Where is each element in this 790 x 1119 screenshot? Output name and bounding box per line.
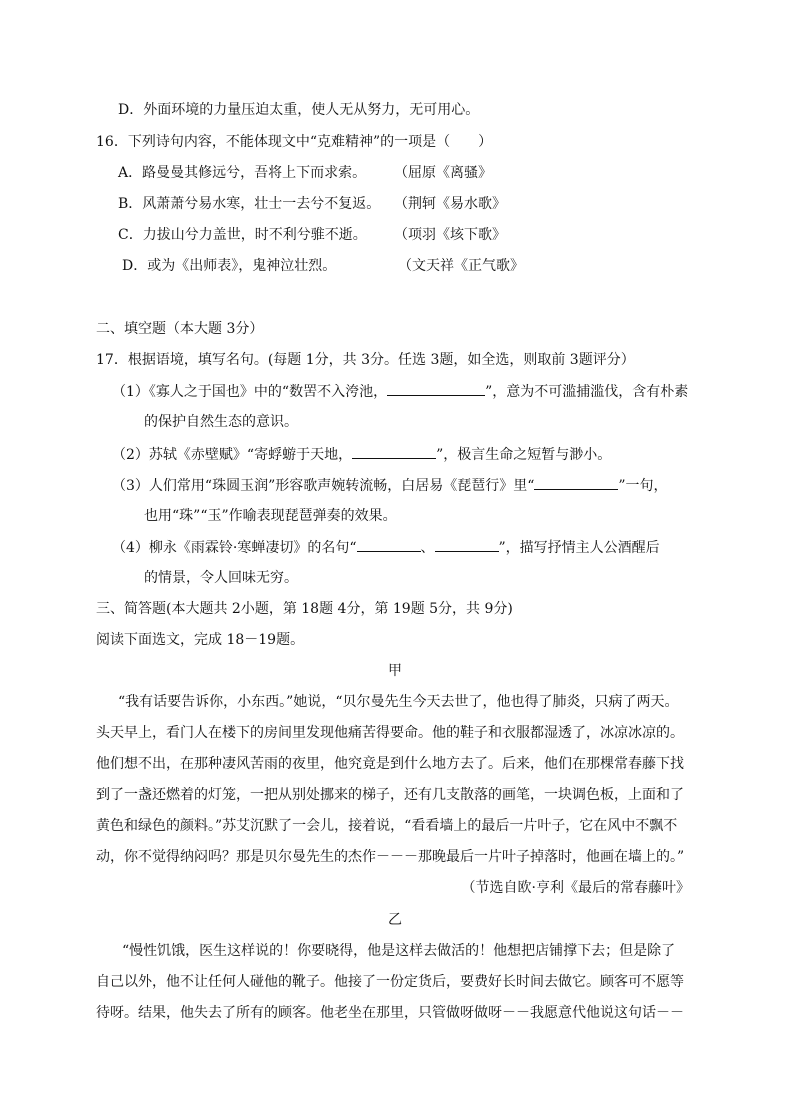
q17-item-1-text-a: （1）《寡人之于国也》中的“数罟不入洿池，: [112, 384, 388, 400]
q17-item-2-blank[interactable]: [352, 444, 436, 459]
q16-option-a: A．路曼曼其修远兮，吾将上下而求索。: [118, 165, 367, 181]
passage-jia-source: （节选自欧·亨利《最后的常春藤叶》: [461, 880, 690, 896]
passage-jia-line-2: 头天早上，看门人在楼下的房间里发现他痛苦得要命。他的鞋子和衣服都湿透了，冰凉冰凉的。: [96, 725, 684, 741]
q16-option-c: C．力拔山兮力盖世，时不利兮骓不逝。: [118, 227, 367, 243]
q17-item-4-blank-2[interactable]: [435, 537, 499, 552]
q17-item-2-text-a: （2）苏轼《赤壁赋》“寄蜉蝣于天地，: [112, 447, 353, 463]
q17-item-3: [112, 475, 668, 495]
passage-yi-line-3: 待呀。结果，他失去了所有的顾客。他老坐在那里，只管做呀做呀－－我愿意代他说这句话－－: [96, 1005, 684, 1021]
q17-item-1: [112, 381, 688, 401]
q17-item-4: [112, 537, 660, 557]
passage-jia-line-5: 黄色和绿色的颜料。”苏艾沉默了一会儿，接着说，“看看墙上的最后一片叶子，它在风中不飘不: [96, 818, 678, 834]
q17-item-2-text-b: ”，极言生命之短暂与渺小。: [436, 447, 612, 463]
q17-item-3-text-b: ”一句，: [618, 478, 668, 494]
q17-item-1-cont: 的保护自然生态的意识。: [144, 414, 298, 430]
passage-yi-line-1: “慢性饥饿，医生这样说的！你要晓得，他是这样去做活的！他想把店铺撑下去；但是除了: [122, 943, 676, 959]
q17-item-1-blank[interactable]: [387, 381, 485, 396]
q17-item-4-cont: 的情景，令人回味无穷。: [144, 570, 298, 586]
q17-item-4-separator: 、: [420, 540, 435, 556]
q17-item-2: [112, 444, 611, 464]
q16-stem: 16．下列诗句内容，不能体现文中“克难精神”的一项是（ ）: [96, 134, 493, 150]
passage-jia-line-1: “我有话要告诉你，小东西。”她说，“贝尔曼先生今天去世了，他也得了肺炎，只病了两天。: [118, 694, 679, 710]
q16-option-b-source: （荆轲《易水歌》: [394, 196, 506, 212]
passage-yi-heading: 乙: [388, 912, 402, 928]
q17-item-3-cont: 也用“珠”“玉”作喻表现琵琶弹奏的效果。: [144, 508, 397, 524]
section-3-title: 三、简答题(本大题共 2小题，第 18题 4分，第 19题 5分，共 9分): [96, 601, 513, 617]
q15-option-d: D．外面环境的力量压迫太重，使人无从努力，无可用心。: [118, 102, 480, 118]
section-2-title: 二、填空题（本大题 3分）: [96, 321, 264, 337]
q17-item-1-text-b: ”，意为不可滥捕滥伐，含有朴素: [485, 384, 689, 400]
passage-jia-line-6: 动，你不觉得纳闷吗？那是贝尔曼先生的杰作－－－那晚最后一片叶子掉落时，他画在墙上的。”: [96, 849, 685, 865]
q17-item-4-text-a: （4）柳永《雨霖铃·寒蝉凄切》的名句“: [112, 540, 357, 556]
q17-item-3-text-a: （3）人们常用“珠圆玉润”形容歌声婉转流畅，白居易《琵琶行》里“: [112, 478, 535, 494]
q17-stem: 17．根据语境，填写名句。(每题 1分，共 3分。任选 3题，如全选，则取前 3题评分）: [96, 352, 635, 368]
q16-option-b: B．风萧萧兮易水寒，壮士一去兮不复返。: [118, 196, 381, 212]
q16-option-a-source: （屈原《离骚》: [394, 165, 492, 181]
section-3-intro: 阅读下面选文，完成 18－19题。: [96, 632, 305, 648]
q17-item-4-text-b: ”，描写抒情主人公酒醒后: [498, 540, 660, 556]
passage-yi-line-2: 自己以外，他不让任何人碰他的靴子。他接了一份定货后，要费好长时间去做它。顾客可不愿等: [96, 974, 684, 990]
q16-option-d: D．或为《出师表》，鬼神泣壮烈。: [122, 258, 337, 274]
q16-option-c-source: （项羽《垓下歌》: [394, 227, 506, 243]
passage-jia-line-4: 到了一盏还燃着的灯笼，一把从别处挪来的梯子，还有几支散落的画笔，一块调色板，上面和了: [96, 787, 684, 803]
q17-item-3-blank[interactable]: [534, 475, 618, 490]
q16-option-d-source: （文天祥《正气歌》: [398, 258, 524, 274]
passage-jia-heading: 甲: [388, 663, 402, 679]
passage-jia-line-3: 他们想不出，在那种凄风苦雨的夜里，他究竟是到什么地方去了。后来，他们在那棵常春藤下找: [96, 756, 684, 772]
q17-item-4-blank-1[interactable]: [357, 537, 421, 552]
